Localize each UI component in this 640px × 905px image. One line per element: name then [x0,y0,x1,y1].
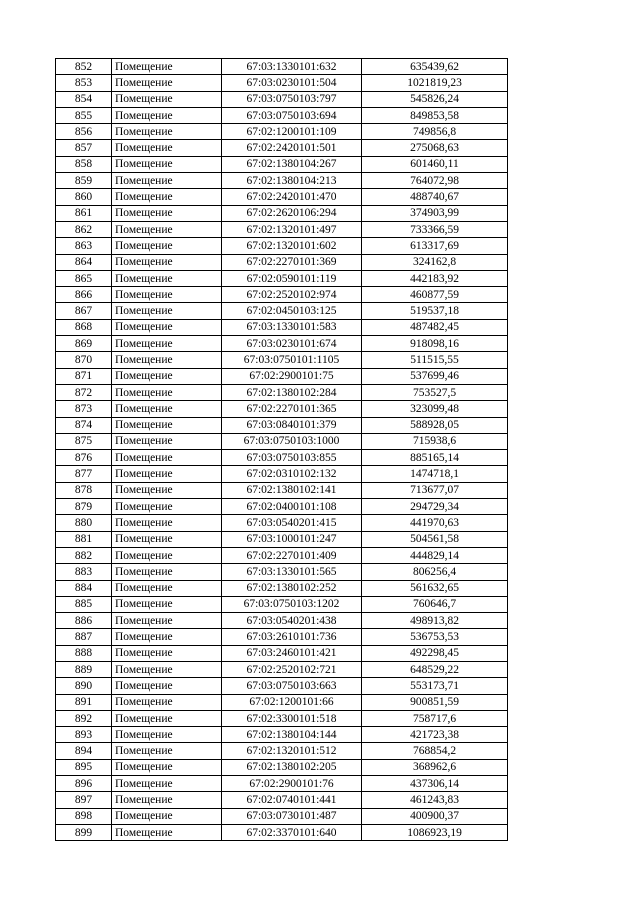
cadastral-number-cell: 67:02:2270101:365 [222,401,362,417]
object-type-cell: Помещение [112,59,222,75]
object-type-cell: Помещение [112,189,222,205]
object-type-cell: Помещение [112,156,222,172]
object-type-cell: Помещение [112,433,222,449]
row-number-cell: 881 [56,531,112,547]
row-number-cell: 873 [56,401,112,417]
object-type-cell: Помещение [112,221,222,237]
object-type-cell: Помещение [112,352,222,368]
row-number-cell: 889 [56,661,112,677]
row-number-cell: 856 [56,124,112,140]
row-number-cell: 890 [56,678,112,694]
object-type-cell: Помещение [112,531,222,547]
table-row [56,564,508,580]
object-type-cell: Помещение [112,205,222,221]
cadastral-value-cell: 885165,14 [362,450,508,466]
row-number-cell: 872 [56,384,112,400]
row-number-cell: 884 [56,580,112,596]
object-type-cell: Помещение [112,303,222,319]
table-row [56,613,508,629]
table-row [56,694,508,710]
cadastral-number-cell: 67:03:0750103:797 [222,91,362,107]
cadastral-value-cell: 323099,48 [362,401,508,417]
cadastral-value-cell: 806256,4 [362,564,508,580]
table-row [56,401,508,417]
object-type-cell: Помещение [112,808,222,824]
row-number-cell: 880 [56,515,112,531]
cadastral-value-cell: 768854,2 [362,743,508,759]
cadastral-value-cell: 444829,14 [362,547,508,563]
cadastral-number-cell: 67:02:1320101:497 [222,221,362,237]
table-row [56,515,508,531]
object-type-cell: Помещение [112,629,222,645]
object-type-cell: Помещение [112,270,222,286]
cadastral-number-cell: 67:03:0750103:663 [222,678,362,694]
object-type-cell: Помещение [112,124,222,140]
object-type-cell: Помещение [112,515,222,531]
table-row [56,759,508,775]
cadastral-value-cell: 1086923,19 [362,824,508,840]
cadastral-value-cell: 918098,16 [362,336,508,352]
table-row [56,743,508,759]
table-row [56,287,508,303]
object-type-cell: Помещение [112,547,222,563]
cadastral-value-cell: 519537,18 [362,303,508,319]
table-row [56,156,508,172]
cadastral-value-cell: 442183,92 [362,270,508,286]
row-number-cell: 863 [56,238,112,254]
table-row [56,270,508,286]
cadastral-number-cell: 67:02:1380104:213 [222,173,362,189]
table-row [56,368,508,384]
cadastral-number-cell: 67:02:1320101:602 [222,238,362,254]
cadastral-value-cell: 760646,7 [362,596,508,612]
row-number-cell: 891 [56,694,112,710]
cadastral-number-cell: 67:03:1330101:583 [222,319,362,335]
registry-table-body [56,59,508,841]
table-row [56,678,508,694]
table-row [56,238,508,254]
cadastral-number-cell: 67:02:2270101:409 [222,547,362,563]
table-row [56,531,508,547]
row-number-cell: 896 [56,776,112,792]
cadastral-number-cell: 67:02:0740101:441 [222,792,362,808]
cadastral-value-cell: 849853,58 [362,107,508,123]
table-row [56,319,508,335]
row-number-cell: 866 [56,287,112,303]
cadastral-number-cell: 67:02:0310102:132 [222,466,362,482]
cadastral-number-cell: 67:03:1330101:565 [222,564,362,580]
cadastral-value-cell: 758717,6 [362,710,508,726]
cadastral-value-cell: 1474718,1 [362,466,508,482]
row-number-cell: 875 [56,433,112,449]
cadastral-number-cell: 67:02:1380104:144 [222,727,362,743]
row-number-cell: 877 [56,466,112,482]
cadastral-number-cell: 67:03:0750101:1105 [222,352,362,368]
table-row [56,59,508,75]
row-number-cell: 861 [56,205,112,221]
cadastral-number-cell: 67:02:2520102:721 [222,661,362,677]
cadastral-number-cell: 67:03:1330101:632 [222,59,362,75]
table-row [56,450,508,466]
object-type-cell: Помещение [112,482,222,498]
cadastral-number-cell: 67:02:1200101:109 [222,124,362,140]
table-row [56,205,508,221]
cadastral-value-cell: 487482,45 [362,319,508,335]
row-number-cell: 882 [56,547,112,563]
cadastral-number-cell: 67:02:0400101:108 [222,499,362,515]
object-type-cell: Помещение [112,336,222,352]
cadastral-value-cell: 733366,59 [362,221,508,237]
object-type-cell: Помещение [112,173,222,189]
cadastral-value-cell: 900851,59 [362,694,508,710]
object-type-cell: Помещение [112,792,222,808]
row-number-cell: 862 [56,221,112,237]
table-row [56,499,508,515]
cadastral-value-cell: 374903,99 [362,205,508,221]
table-row [56,727,508,743]
object-type-cell: Помещение [112,466,222,482]
table-row [56,173,508,189]
cadastral-value-cell: 492298,45 [362,645,508,661]
cadastral-value-cell: 715938,6 [362,433,508,449]
row-number-cell: 893 [56,727,112,743]
cadastral-value-cell: 635439,62 [362,59,508,75]
row-number-cell: 885 [56,596,112,612]
table-row [56,466,508,482]
cadastral-number-cell: 67:03:0750103:1000 [222,433,362,449]
cadastral-value-cell: 588928,05 [362,417,508,433]
cadastral-number-cell: 67:03:2610101:736 [222,629,362,645]
cadastral-value-cell: 713677,07 [362,482,508,498]
cadastral-value-cell: 561632,65 [362,580,508,596]
row-number-cell: 894 [56,743,112,759]
row-number-cell: 892 [56,710,112,726]
cadastral-number-cell: 67:03:0230101:504 [222,75,362,91]
cadastral-value-cell: 437306,14 [362,776,508,792]
cadastral-number-cell: 67:02:3370101:640 [222,824,362,840]
cadastral-value-cell: 324162,8 [362,254,508,270]
object-type-cell: Помещение [112,759,222,775]
table-row [56,629,508,645]
cadastral-number-cell: 67:03:0750103:1202 [222,596,362,612]
object-type-cell: Помещение [112,254,222,270]
row-number-cell: 876 [56,450,112,466]
object-type-cell: Помещение [112,75,222,91]
table-row [56,91,508,107]
cadastral-number-cell: 67:02:1200101:66 [222,694,362,710]
object-type-cell: Помещение [112,384,222,400]
cadastral-number-cell: 67:03:0730101:487 [222,808,362,824]
object-type-cell: Помещение [112,140,222,156]
object-type-cell: Помещение [112,776,222,792]
row-number-cell: 857 [56,140,112,156]
object-type-cell: Помещение [112,450,222,466]
registry-table [55,58,508,841]
cadastral-number-cell: 67:02:0590101:119 [222,270,362,286]
object-type-cell: Помещение [112,580,222,596]
cadastral-number-cell: 67:03:0840101:379 [222,417,362,433]
row-number-cell: 870 [56,352,112,368]
object-type-cell: Помещение [112,824,222,840]
object-type-cell: Помещение [112,743,222,759]
object-type-cell: Помещение [112,238,222,254]
table-row [56,776,508,792]
table-row [56,580,508,596]
cadastral-value-cell: 1021819,23 [362,75,508,91]
table-row [56,433,508,449]
cadastral-value-cell: 601460,11 [362,156,508,172]
cadastral-value-cell: 545826,24 [362,91,508,107]
table-row [56,254,508,270]
object-type-cell: Помещение [112,710,222,726]
row-number-cell: 897 [56,792,112,808]
row-number-cell: 867 [56,303,112,319]
cadastral-number-cell: 67:02:2420101:470 [222,189,362,205]
object-type-cell: Помещение [112,645,222,661]
row-number-cell: 895 [56,759,112,775]
object-type-cell: Помещение [112,368,222,384]
cadastral-number-cell: 67:02:3300101:518 [222,710,362,726]
cadastral-value-cell: 648529,22 [362,661,508,677]
cadastral-value-cell: 553173,71 [362,678,508,694]
cadastral-value-cell: 400900,37 [362,808,508,824]
row-number-cell: 869 [56,336,112,352]
cadastral-value-cell: 764072,98 [362,173,508,189]
table-row [56,189,508,205]
cadastral-number-cell: 67:02:2620106:294 [222,205,362,221]
row-number-cell: 883 [56,564,112,580]
object-type-cell: Помещение [112,91,222,107]
object-type-cell: Помещение [112,401,222,417]
row-number-cell: 854 [56,91,112,107]
cadastral-value-cell: 536753,53 [362,629,508,645]
cadastral-number-cell: 67:02:1380102:141 [222,482,362,498]
table-row [56,417,508,433]
object-type-cell: Помещение [112,727,222,743]
cadastral-number-cell: 67:03:0750103:694 [222,107,362,123]
row-number-cell: 878 [56,482,112,498]
table-row [56,710,508,726]
table-row [56,824,508,840]
row-number-cell: 888 [56,645,112,661]
object-type-cell: Помещение [112,678,222,694]
table-row [56,140,508,156]
cadastral-number-cell: 67:02:1380102:252 [222,580,362,596]
cadastral-value-cell: 368962,6 [362,759,508,775]
table-row [56,352,508,368]
cadastral-value-cell: 460877,59 [362,287,508,303]
object-type-cell: Помещение [112,499,222,515]
cadastral-number-cell: 67:02:2270101:369 [222,254,362,270]
object-type-cell: Помещение [112,661,222,677]
row-number-cell: 859 [56,173,112,189]
row-number-cell: 860 [56,189,112,205]
object-type-cell: Помещение [112,613,222,629]
cadastral-number-cell: 67:02:2420101:501 [222,140,362,156]
row-number-cell: 868 [56,319,112,335]
row-number-cell: 899 [56,824,112,840]
cadastral-value-cell: 504561,58 [362,531,508,547]
row-number-cell: 858 [56,156,112,172]
object-type-cell: Помещение [112,596,222,612]
cadastral-number-cell: 67:02:1380104:267 [222,156,362,172]
cadastral-value-cell: 421723,38 [362,727,508,743]
cadastral-number-cell: 67:03:0750103:855 [222,450,362,466]
table-row [56,808,508,824]
table-row [56,661,508,677]
row-number-cell: 852 [56,59,112,75]
cadastral-value-cell: 488740,67 [362,189,508,205]
row-number-cell: 879 [56,499,112,515]
table-row [56,303,508,319]
row-number-cell: 865 [56,270,112,286]
cadastral-number-cell: 67:02:1380102:284 [222,384,362,400]
cadastral-number-cell: 67:03:1000101:247 [222,531,362,547]
table-row [56,596,508,612]
cadastral-value-cell: 537699,46 [362,368,508,384]
table-row [56,221,508,237]
table-row [56,547,508,563]
cadastral-number-cell: 67:03:0540201:415 [222,515,362,531]
cadastral-value-cell: 613317,69 [362,238,508,254]
row-number-cell: 855 [56,107,112,123]
row-number-cell: 886 [56,613,112,629]
cadastral-value-cell: 461243,83 [362,792,508,808]
row-number-cell: 887 [56,629,112,645]
cadastral-number-cell: 67:03:0540201:438 [222,613,362,629]
row-number-cell: 898 [56,808,112,824]
object-type-cell: Помещение [112,694,222,710]
table-row [56,336,508,352]
cadastral-number-cell: 67:03:0230101:674 [222,336,362,352]
cadastral-number-cell: 67:02:0450103:125 [222,303,362,319]
table-row [56,124,508,140]
cadastral-value-cell: 749856,8 [362,124,508,140]
table-row [56,792,508,808]
table-row [56,482,508,498]
cadastral-number-cell: 67:03:2460101:421 [222,645,362,661]
object-type-cell: Помещение [112,287,222,303]
row-number-cell: 874 [56,417,112,433]
cadastral-value-cell: 498913,82 [362,613,508,629]
cadastral-number-cell: 67:02:2900101:75 [222,368,362,384]
cadastral-value-cell: 441970,63 [362,515,508,531]
object-type-cell: Помещение [112,107,222,123]
cadastral-number-cell: 67:02:1380102:205 [222,759,362,775]
cadastral-number-cell: 67:02:2900101:76 [222,776,362,792]
row-number-cell: 871 [56,368,112,384]
cadastral-value-cell: 294729,34 [362,499,508,515]
table-row [56,107,508,123]
object-type-cell: Помещение [112,319,222,335]
row-number-cell: 853 [56,75,112,91]
cadastral-number-cell: 67:02:1320101:512 [222,743,362,759]
cadastral-value-cell: 511515,55 [362,352,508,368]
cadastral-value-cell: 753527,5 [362,384,508,400]
table-row [56,645,508,661]
table-row [56,384,508,400]
table-row [56,75,508,91]
row-number-cell: 864 [56,254,112,270]
cadastral-value-cell: 275068,63 [362,140,508,156]
object-type-cell: Помещение [112,564,222,580]
cadastral-number-cell: 67:02:2520102:974 [222,287,362,303]
object-type-cell: Помещение [112,417,222,433]
